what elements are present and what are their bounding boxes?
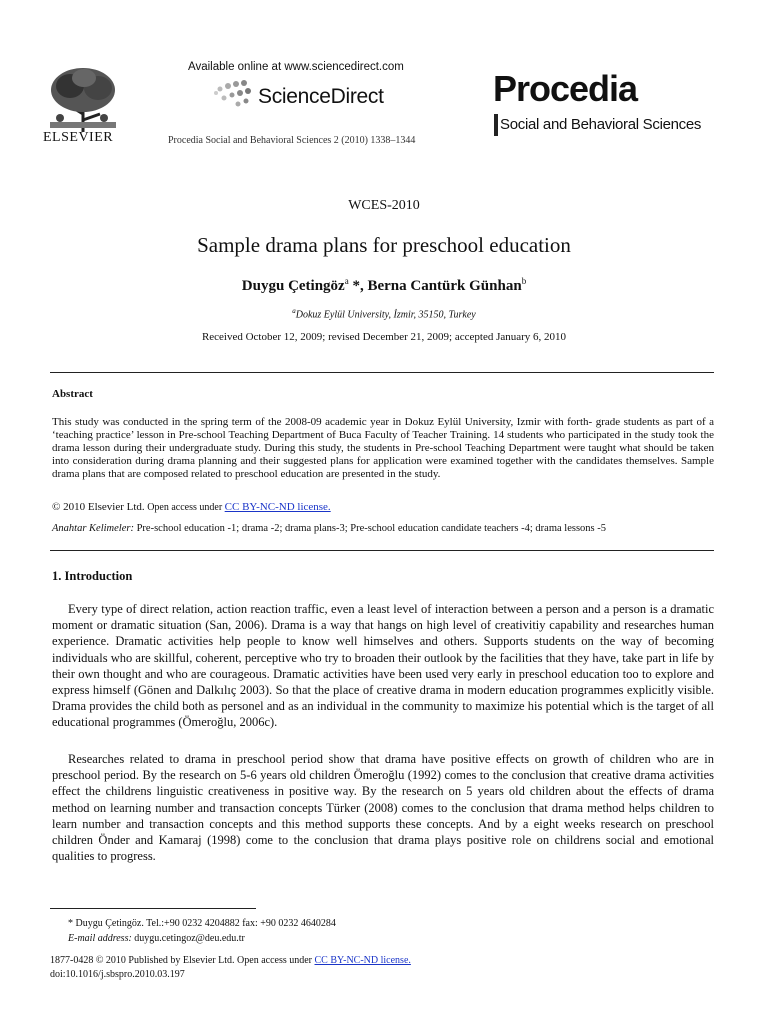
email-address: duygu.cetingoz@deu.edu.tr [131, 933, 245, 944]
section-heading: 1. Introduction [52, 569, 133, 583]
affiliation-marker: a [292, 307, 296, 315]
copyright-line [52, 501, 331, 513]
open-access-text: Open access under [144, 502, 225, 513]
footnote-contact: * Duygu Çetingöz. Tel.:+90 0232 4204882 fax: +90 0232 4640284 [68, 918, 336, 929]
issn-line [50, 955, 411, 966]
abstract-text: This study was conducted in the spring term of the 2008-09 academic year in Dokuz Eylül University, Izmir with forth- grade students as part of a ‘teaching practice’ lesson in Pre-school Teaching Department of Buca Faculty of Teacher Training. 14 students who participated in the study took the drama lesson during their undergraduate study. During this study, the students in Pre-school Teaching Department were taught what should be taken into consideration during drama planning and their suggested plans for application were examined together with the candidates themselves. Sample drama plans that are composed related to preschool education are presented in the study. [52, 416, 714, 480]
received-dates: Received October 12, 2009; revised December 21, 2009; accepted January 6, 2010 [201, 331, 567, 343]
divider [50, 372, 714, 373]
keywords-label: Anahtar Kelimeler: [52, 523, 134, 534]
body-paragraph: Researches related to drama in preschool period show that drama have positive effects on growth of children who are in preschool period. By the research on 5-6 years old children Ömeroğlu (1992) comes to the conclusion that creative drama activities effect the childrens linguistic creativeness in positive way. By the research on 5 years old children about the effects of drama method on learning number and transaction concepts Türker (2008) comes to the conclusion that drama method helps children to learn number and transaction concepts and this method supports these concepts. And by a eight weeks research on preschool children Önder and Kamaraj (1998) come to the conclusion that drama plays positive role on childrens social and emotional qualities to progress. [52, 752, 714, 864]
affiliation-marker: a [344, 276, 349, 286]
author-name: Duygu Çetingöz [241, 278, 345, 294]
paper-title: Sample drama plans for preschool education [197, 233, 571, 257]
journal-reference: Procedia Social and Behavioral Sciences 2 (2010) 1338–1344 [168, 135, 416, 146]
sciencedirect-wordmark: ScienceDirect [258, 85, 384, 108]
sciencedirect-dots-icon [210, 79, 254, 109]
procedia-logo-subtitle: Social and Behavioral Sciences [500, 116, 702, 133]
elsevier-wordmark: ELSEVIER [43, 130, 114, 145]
divider [50, 550, 714, 551]
abstract-heading: Abstract [52, 388, 93, 400]
doi-line: doi:10.1016/j.sbspro.2010.03.197 [50, 969, 185, 980]
copyright-text: © 2010 Elsevier Ltd. [52, 501, 145, 513]
email-label: E-mail address: [68, 933, 132, 944]
body-paragraph: Every type of direct relation, action reaction traffic, even a least level of interaction between a person and a person is a dramatic moment or dramatic situation (San, 2006). Drama is a way that hangs on high level of creativitiy capability and researches human experience. Dramatic activities help people to know well himselves and others. Supports students on the way of becoming individuals who are skillful, coherent, perceptive who try to broaden their outlook by the facilities that they have, take part in life by their own thought and who are courageous. Dramatic activities have been used very early in preschool education too to explore and express himself (Gönen and Dalkılıç 2003). So that the place of creative drama in modern education programmes explicitly visible. Drama provides the child both as personel and as an individual in the community to maximize his potential which is the target of all educational programmes (Ömeroğlu, 2006c). [52, 602, 714, 730]
procedia-logo-title: Procedia [493, 68, 638, 109]
affiliation-text: Dokuz Eylül University, İzmir, 35150, Turkey [295, 309, 476, 321]
author-name: *, Berna Cantürk Günhan [348, 278, 522, 294]
affiliation-marker: b [521, 276, 527, 286]
license-link[interactable]: CC BY-NC-ND license. [314, 955, 411, 966]
affiliation [0, 307, 768, 320]
available-online-text: Available online at www.sciencedirect.com [188, 61, 404, 73]
open-access-text: Open access under [234, 955, 315, 966]
keywords-line [52, 523, 606, 534]
license-link[interactable]: CC BY-NC-ND license. [224, 501, 331, 513]
keywords-text: Pre-school education -1; drama -2; drama plans-3; Pre-school education candidate teachers -4; drama lessons -5 [133, 523, 606, 534]
conference-name: WCES-2010 [348, 198, 420, 213]
author-list [0, 276, 768, 295]
footnote-email [68, 933, 245, 944]
procedia-logo-bar [494, 114, 498, 136]
issn-text: 1877-0428 © 2010 Published by Elsevier Ltd. [50, 955, 235, 966]
footnote-divider [50, 908, 256, 909]
